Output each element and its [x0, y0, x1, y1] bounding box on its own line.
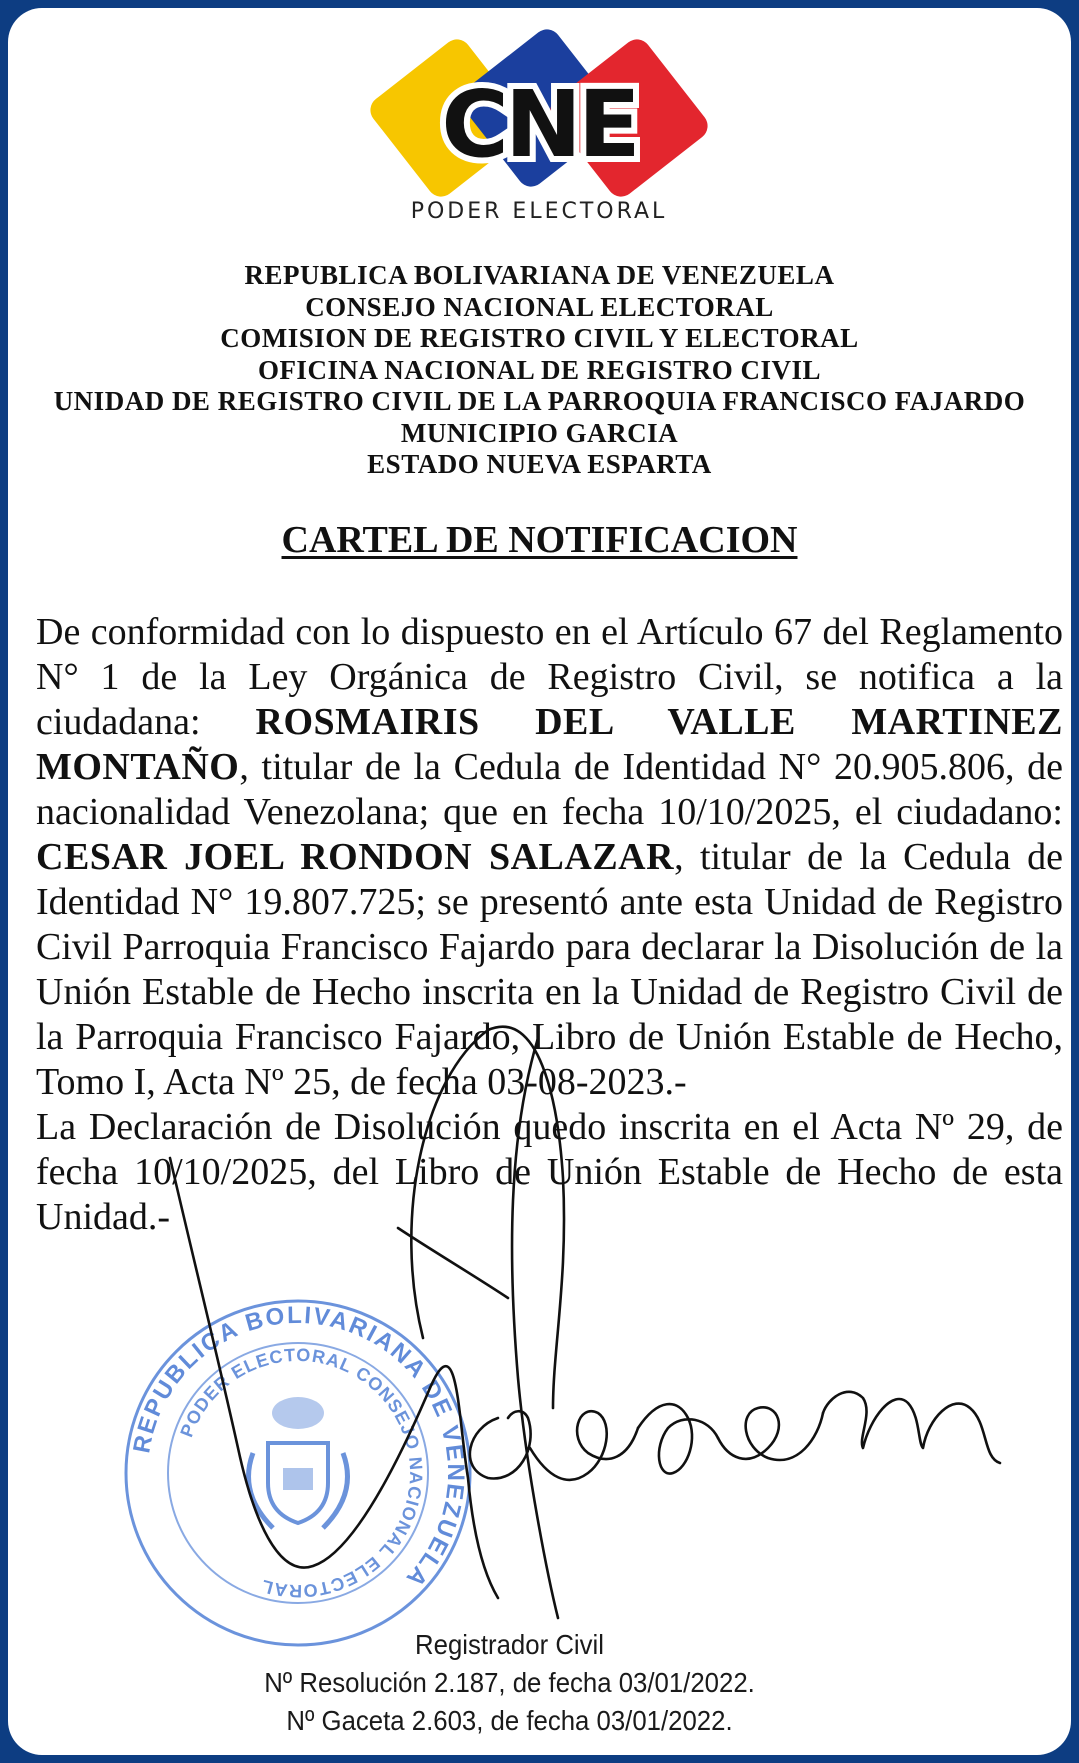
- registrar-gazette: Nº Gaceta 2.603, de fecha 03/01/2022.: [286, 1705, 733, 1736]
- header-line: REPUBLICA BOLIVARIANA DE VENEZUELA: [244, 260, 835, 290]
- p1-intro: De conformidad con lo dispuesto en el Artículo 67 del Reglamento N° 1 de la Ley Orgánica de Registro Civil, se notifica a la ciudadana:: [36, 611, 1063, 743]
- notified-citizen-name: ROSMAIRIS DEL VALLE MARTINEZ MONTAÑO: [36, 701, 1063, 788]
- header-line: OFICINA NACIONAL DE REGISTRO CIVIL: [257, 354, 822, 385]
- declarant-citizen-name: CESAR JOEL RONDON SALAZAR: [36, 836, 675, 878]
- cne-logo: [8, 28, 1071, 238]
- header-line: COMISION DE REGISTRO CIVIL Y ELECTORAL: [220, 323, 859, 353]
- logo-text: CNE: [441, 71, 637, 178]
- header-line: CONSEJO NACIONAL ELECTORAL: [305, 291, 774, 322]
- institution-header: [8, 260, 1071, 481]
- document-title: CARTEL DE NOTIFICACION: [281, 519, 798, 561]
- paragraph-2: La Declaración de Disolución quedo inscrita en el Acta Nº 29, de fecha 10/10/2025, del Libro de Unión Estable de Hecho de esta Unidad.-: [36, 1106, 1063, 1238]
- header-line: ESTADO NUEVA ESPARTA: [367, 449, 712, 479]
- registrar-role: Registrador Civil: [415, 1629, 604, 1660]
- p1-end: , titular de la Cedula de Identidad N° 19.807.725; se presentó ante esta Unidad de Registro Civil Parroquia Francisco Fajardo para declarar la Disolución de la Unión Estable de Hecho inscrita en la Unidad de Registro Civil de la Parroquia Francisco Fajardo, Libro de Unión Estable de Hecho, Tomo I, Acta Nº 25, de fecha 03-08-2023.-: [36, 836, 1063, 1103]
- p1-mid: , titular de la Cedula de Identidad N° 20.905.806, de nacionalidad Venezolana; que en fecha 10/10/2025, el ciudadano:: [36, 746, 1063, 833]
- seal-outer-text: REPUBLICA BOLIVARIANA DE VENEZUELA: [128, 1301, 470, 1594]
- seal-inner-text: PODER ELECTORAL CONSEJO NACIONAL ELECTORAL: [176, 1344, 427, 1602]
- logo-tagline: PODER ELECTORAL: [410, 199, 668, 224]
- header-line: MUNICIPIO GARCIA: [400, 417, 679, 448]
- handwritten-signature: [158, 1018, 1008, 1658]
- registrar-resolution: Nº Resolución 2.187, de fecha 03/01/2022.: [264, 1667, 755, 1698]
- header-line: UNIDAD DE REGISTRO CIVIL DE LA PARROQUIA FRANCISCO FAJARDO: [53, 386, 1026, 416]
- registrar-block: [48, 1626, 971, 1740]
- document-page: [8, 8, 1071, 1755]
